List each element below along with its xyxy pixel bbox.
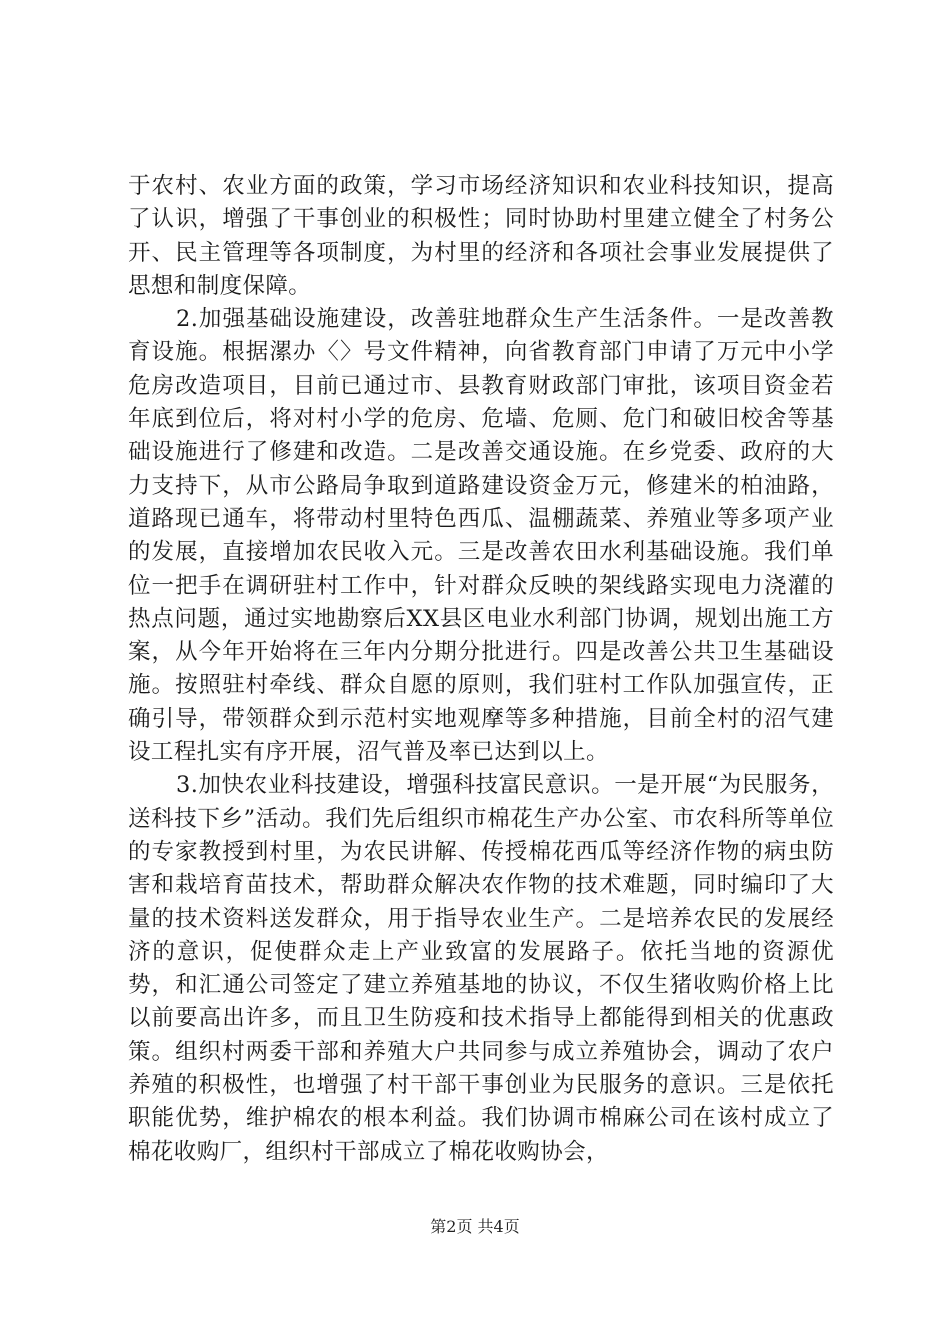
paragraph-infrastructure: 2.加强基础设施建设，改善驻地群众生产生活条件。一是改善教育设施。根据漯办〈〉号文件精神，向省教育部门申请了万元中小学危房改造项目，目前已通过市、县教育财政部门审批，该项目资金若年底到位后，将对村小学的危房、危墙、危厕、危门和破旧校舍等基础设施进行了修建和改造。二是改善交通设施。在乡党委、政府的大力支持下，从市公路局争取到道路建设资金万元，修建米的柏油路，道路现已通车，将带动村里特色西瓜、温棚蔬菜、养殖业等多项产业的发展，直接增加农民收入元。三是改善农田水利基础设施。我们单位一把手在调研驻村工作中，针对群众反映的架线路实现电力浇灌的热点问题，通过实地勘察后XX县区电业水利部门协调，规划出施工方案，从今年开始将在三年内分期分批进行。四是改善公共卫生基础设施。按照驻村牵线、群众自愿的原则，我们驻村工作队加强宣传，正确引导，带领群众到示范村实地观摩等多种措施，目前全村的沼气建设工程扎实有序开展，沼气普及率已达到以上。 bbox=[128, 306, 834, 766]
document-body bbox=[128, 170, 834, 1169]
paragraph-agri-tech: 3.加快农业科技建设，增强科技富民意识。一是开展“为民服务，送科技下乡”活动。我们先后组织市棉花生产办公室、市农科所等单位的专家教授到村里，为农民讲解、传授棉花西瓜等经济作物的病虫防害和栽培育苗技术，帮助群众解决农作物的技术难题，同时编印了大量的技术资料送发群众，用于指导农业生产。二是培养农民的发展经济的意识，促使群众走上产业致富的发展路子。依托当地的资源优势，和汇通公司签定了建立养殖基地的协议，不仅生猪收购价格上比以前要高出许多，而且卫生防疫和技术指导上都能得到相关的优惠政策。组织村两委干部和养殖大户共同参与成立养殖协会，调动了农户养殖的积极性，也增强了村干部干事创业为民服务的意识。三是依托职能优势，维护棉农的根本利益。我们协调市棉麻公司在该村成立了棉花收购厂，组织村干部成立了棉花收购协会， bbox=[128, 772, 834, 1165]
page-number-footer: 第2页 共4页 bbox=[430, 1217, 520, 1236]
paragraph-continuation: 于农村、农业方面的政策，学习市场经济知识和农业科技知识，提高了认识，增强了干事创业的积极性；同时协助村里建立健全了村务公开、民主管理等各项制度，为村里的经济和各项社会事业发展提供了思想和制度保障。 bbox=[128, 173, 834, 299]
